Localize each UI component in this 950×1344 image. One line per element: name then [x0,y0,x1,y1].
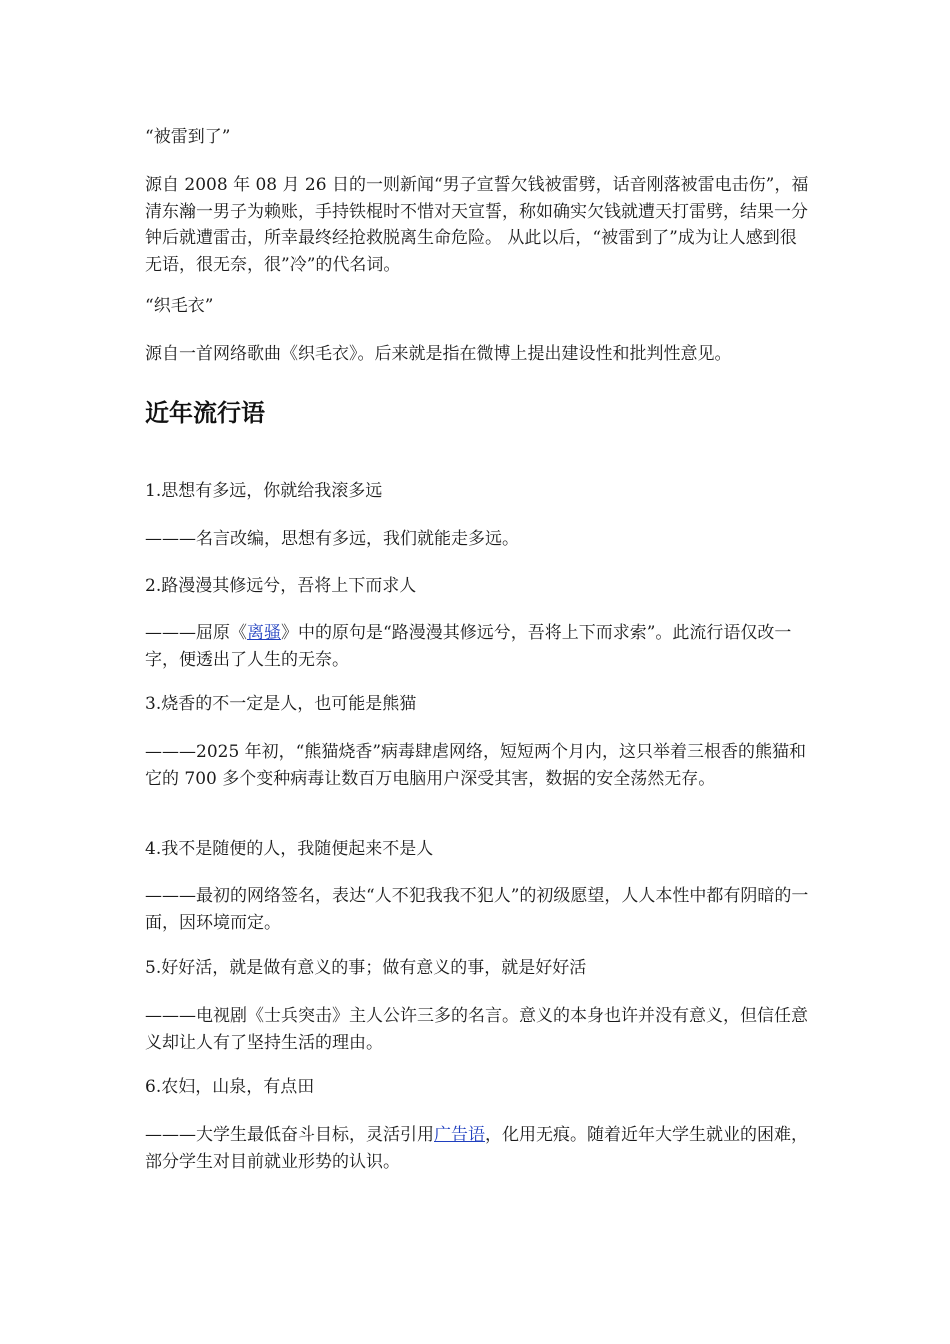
item-desc-2 [145,620,810,673]
item-desc-4: ———最初的网络签名，表达“人不犯我我不犯人”的初级愿望，人人本性中都有阴暗的一面，因环境而定。 [145,886,809,933]
item-title-1: 1.思想有多远，你就给我滚多远 [145,481,383,501]
item-title-2: 2.路漫漫其修远兮，吾将上下而求人 [145,576,417,596]
item-desc-6-pre: ———大学生最低奋斗目标，灵活引用 [145,1125,434,1145]
lisao-link[interactable]: 离骚 [247,623,281,643]
item-desc-2-post: 》中的原句是“路漫漫其修远兮，吾将上下而求索”。此流行语仅改一字，便透出了人生的无奈。 [145,623,792,670]
item-title-5: 5.好好活，就是做有意义的事；做有意义的事，就是好好活 [145,958,587,978]
term-desc-zhi-mao-yi: 源自一首网络歌曲《织毛衣》。后来就是指在微博上提出建设性和批判性意见。 [145,344,732,364]
item-desc-6 [145,1122,810,1175]
item-title-6: 6.农妇，山泉，有点田 [145,1077,315,1097]
item-title-3: 3.烧香的不一定是人，也可能是熊猫 [145,694,417,714]
item-desc-3: ———2025 年初，“熊猫烧香”病毒肆虐网络，短短两个月内，这只举着三根香的熊猫和它的 700 多个变种病毒让数百万电脑用户深受其害，数据的安全荡然无存。 [145,742,807,789]
term-title-bei-lei-dao-le: “被雷到了” [145,127,231,147]
item-desc-1: ———名言改编，思想有多远，我们就能走多远。 [145,529,519,549]
term-title-zhi-mao-yi: “织毛衣” [145,296,214,316]
item-title-4: 4.我不是随便的人，我随便起来不是人 [145,839,434,859]
item-desc-5: ———电视剧《士兵突击》主人公许三多的名言。意义的本身也许并没有意义，但信任意义却让人有了坚持生活的理由。 [145,1006,808,1053]
section-heading: 近年流行语 [145,399,265,427]
item-desc-2-pre: ———屈原《 [145,623,247,643]
item-desc-6-post: ，化用无痕。随着近年大学生就业的困难，部分学生对目前就业形势的认识。 [145,1125,808,1172]
ad-slogan-link[interactable]: 广告语 [434,1125,485,1145]
term-desc-bei-lei-dao-le: 源自 2008 年 08 月 26 日的一则新闻“男子宣誓欠钱被雷劈，话音刚落被雷电击伤”，福清东瀚一男子为赖账，手持铁棍时不惜对天宣誓，称如确实欠钱就遭天打雷劈，结果一分钟后就遭雷击，所幸最终经抢救脱离生命危险。 从此以后，“被雷到了”成为让人感到很无语，很无奈，很”冷”的代名词。 [145,175,809,275]
